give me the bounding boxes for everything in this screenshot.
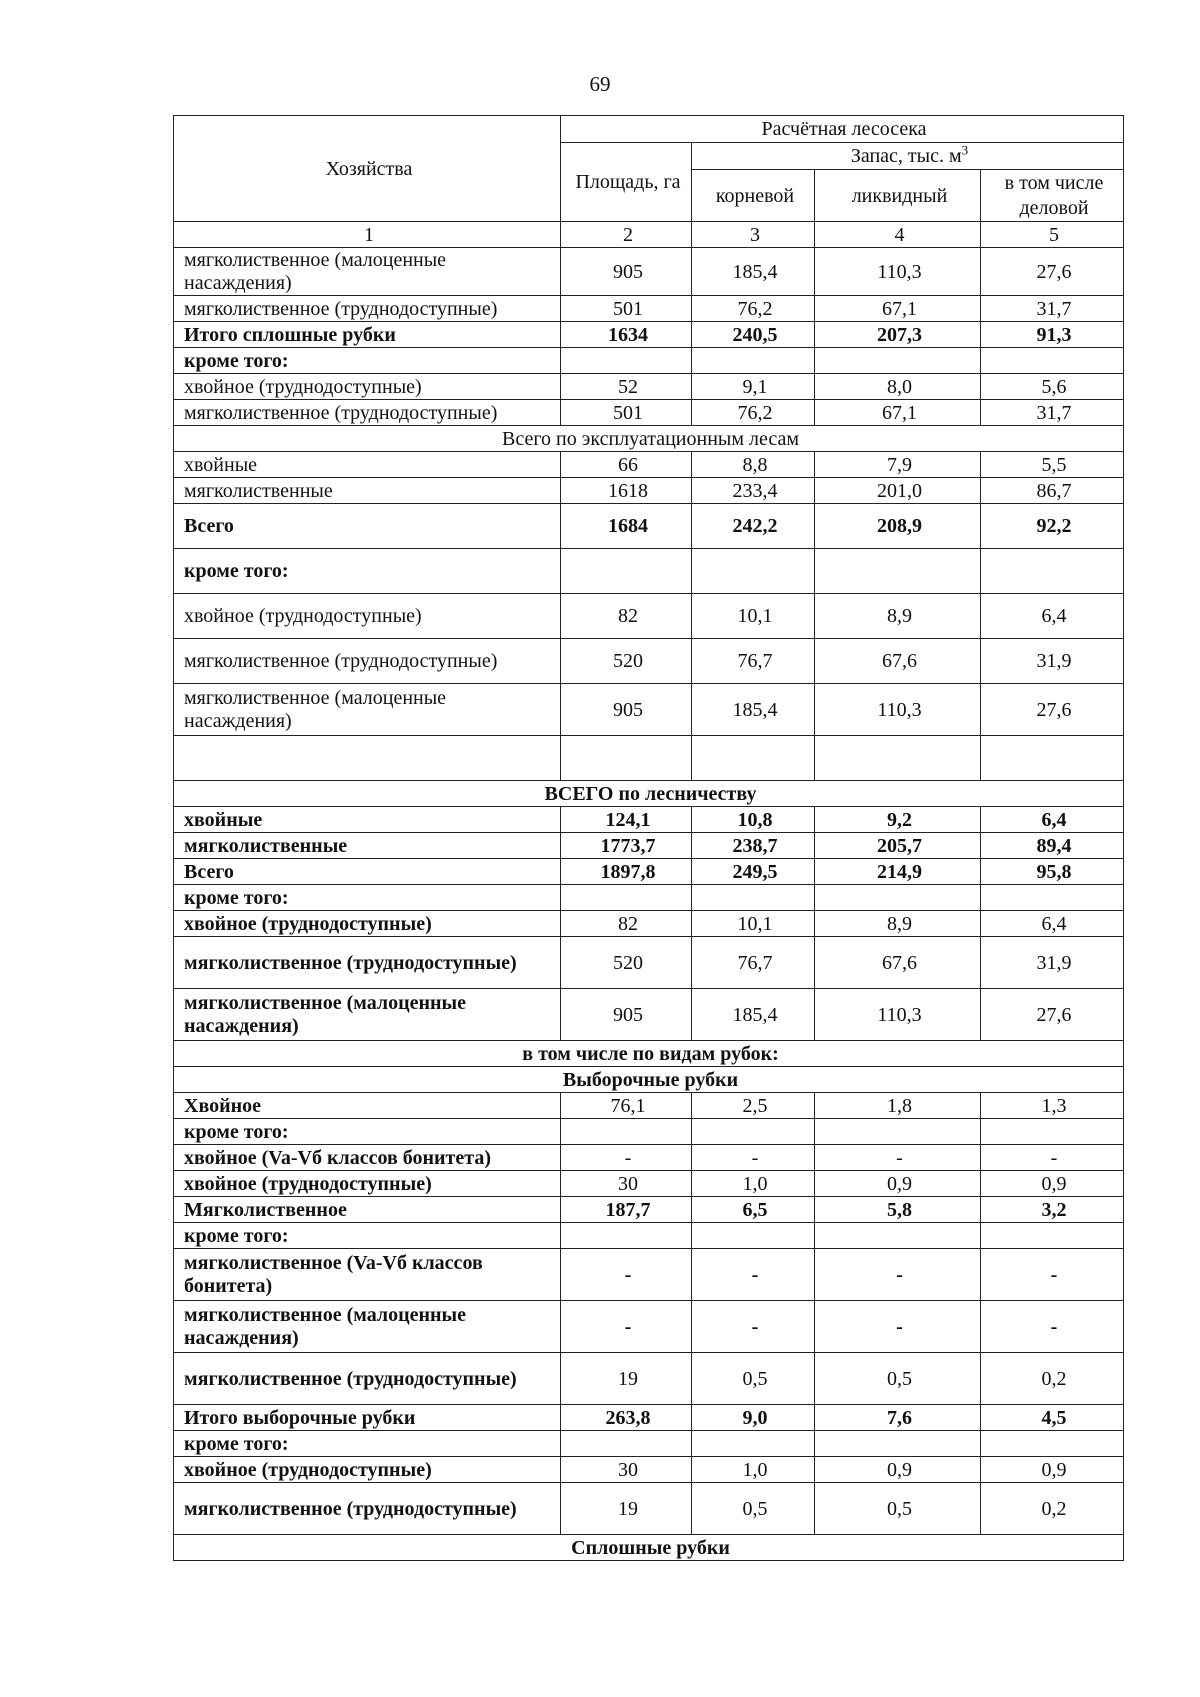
area-cell: 520 <box>561 639 692 684</box>
root-stock-cell: - <box>692 1249 815 1301</box>
area-cell <box>561 1431 692 1457</box>
area-cell: 1773,7 <box>561 833 692 859</box>
liquid-stock-cell: 5,8 <box>815 1197 981 1223</box>
business-stock-cell: 4,5 <box>981 1405 1124 1431</box>
root-stock-cell: 233,4 <box>692 478 815 504</box>
business-stock-cell: 0,9 <box>981 1457 1124 1483</box>
header-row-1 <box>174 116 1124 143</box>
business-stock-cell: 31,7 <box>981 400 1124 426</box>
business-stock-cell: 86,7 <box>981 478 1124 504</box>
root-stock-cell: 9,1 <box>692 374 815 400</box>
row-label: Итого выборочные рубки <box>174 1405 561 1431</box>
business-stock-cell: - <box>981 1249 1124 1301</box>
liquid-stock-cell: 110,3 <box>815 248 981 296</box>
row-label: мягколиственное (малоценные насаждения) <box>174 1301 561 1353</box>
row-label: Хвойное <box>174 1093 561 1119</box>
column-number: 4 <box>815 222 981 248</box>
liquid-stock-cell: 1,8 <box>815 1093 981 1119</box>
area-cell: 30 <box>561 1457 692 1483</box>
section-row <box>174 1535 1124 1561</box>
liquid-stock-cell: 9,2 <box>815 807 981 833</box>
root-stock-cell <box>692 1223 815 1249</box>
table-row <box>174 833 1124 859</box>
business-stock-cell: 31,7 <box>981 296 1124 322</box>
table-row <box>174 1457 1124 1483</box>
business-stock-cell: 27,6 <box>981 989 1124 1041</box>
column-number-row <box>174 222 1124 248</box>
table-row <box>174 248 1124 296</box>
area-cell: 19 <box>561 1353 692 1405</box>
business-stock-cell: 89,4 <box>981 833 1124 859</box>
row-label: мягколиственное (малоценные насаждения) <box>174 248 561 296</box>
liquid-stock-cell: - <box>815 1145 981 1171</box>
liquid-stock-cell: 0,9 <box>815 1171 981 1197</box>
business-stock-cell: 5,6 <box>981 374 1124 400</box>
row-label: мягколиственное (труднодоступные) <box>174 937 561 989</box>
root-stock-cell: 10,8 <box>692 807 815 833</box>
table-row <box>174 452 1124 478</box>
section-row <box>174 1041 1124 1067</box>
root-stock-cell: 1,0 <box>692 1457 815 1483</box>
area-cell <box>561 348 692 374</box>
liquid-stock-cell <box>815 736 981 781</box>
section-row <box>174 781 1124 807</box>
row-label: кроме того: <box>174 1223 561 1249</box>
row-label: мягколиственное (труднодоступные) <box>174 1353 561 1405</box>
liquid-stock-cell: 214,9 <box>815 859 981 885</box>
liquid-stock-cell: 7,9 <box>815 452 981 478</box>
table-row <box>174 859 1124 885</box>
header-stock <box>692 143 1124 170</box>
header-business: в том числе деловой <box>981 170 1124 222</box>
liquid-stock-cell: 201,0 <box>815 478 981 504</box>
liquid-stock-cell: 8,9 <box>815 594 981 639</box>
liquid-stock-cell <box>815 549 981 594</box>
row-label: хвойные <box>174 807 561 833</box>
root-stock-cell: 238,7 <box>692 833 815 859</box>
root-stock-cell: 76,2 <box>692 400 815 426</box>
liquid-stock-cell: - <box>815 1249 981 1301</box>
area-cell <box>561 736 692 781</box>
table-row <box>174 639 1124 684</box>
area-cell: 501 <box>561 400 692 426</box>
business-stock-cell: 31,9 <box>981 639 1124 684</box>
business-stock-cell: 92,2 <box>981 504 1124 549</box>
business-stock-cell: 95,8 <box>981 859 1124 885</box>
row-label: мягколиственное (малоценные насаждения) <box>174 684 561 736</box>
area-cell: 1684 <box>561 504 692 549</box>
area-cell: - <box>561 1301 692 1353</box>
row-label <box>174 736 561 781</box>
area-cell: - <box>561 1145 692 1171</box>
row-label: кроме того: <box>174 348 561 374</box>
area-cell: - <box>561 1249 692 1301</box>
area-cell <box>561 885 692 911</box>
root-stock-cell: - <box>692 1301 815 1353</box>
table-row <box>174 1483 1124 1535</box>
table-row <box>174 937 1124 989</box>
liquid-stock-cell: 67,6 <box>815 639 981 684</box>
table-row <box>174 549 1124 594</box>
root-stock-cell: 1,0 <box>692 1171 815 1197</box>
root-stock-cell: 2,5 <box>692 1093 815 1119</box>
table-row <box>174 1405 1124 1431</box>
liquid-stock-cell: 208,9 <box>815 504 981 549</box>
row-label: Всего <box>174 859 561 885</box>
root-stock-cell: 0,5 <box>692 1353 815 1405</box>
row-label: мягколиственные <box>174 833 561 859</box>
root-stock-cell: 242,2 <box>692 504 815 549</box>
table-row <box>174 504 1124 549</box>
business-stock-cell: - <box>981 1301 1124 1353</box>
table-row <box>174 400 1124 426</box>
table-row <box>174 807 1124 833</box>
area-cell: 905 <box>561 989 692 1041</box>
section-title: Всего по эксплуатационным лесам <box>174 426 1124 452</box>
liquid-stock-cell: 0,9 <box>815 1457 981 1483</box>
table-row <box>174 736 1124 781</box>
root-stock-cell <box>692 348 815 374</box>
section-title: ВСЕГО по лесничеству <box>174 781 1124 807</box>
area-cell: 1634 <box>561 322 692 348</box>
liquid-stock-cell: 207,3 <box>815 322 981 348</box>
root-stock-cell: - <box>692 1145 815 1171</box>
business-stock-cell: 6,4 <box>981 911 1124 937</box>
row-label: Всего <box>174 504 561 549</box>
liquid-stock-cell: - <box>815 1301 981 1353</box>
table-row <box>174 684 1124 736</box>
table-row <box>174 374 1124 400</box>
section-row <box>174 1067 1124 1093</box>
area-cell <box>561 1223 692 1249</box>
root-stock-cell <box>692 1119 815 1145</box>
business-stock-cell <box>981 1119 1124 1145</box>
section-row <box>174 426 1124 452</box>
header-root: корневой <box>692 170 815 222</box>
area-cell <box>561 1119 692 1145</box>
root-stock-cell: 10,1 <box>692 911 815 937</box>
area-cell: 52 <box>561 374 692 400</box>
row-label: мягколиственное (труднодоступные) <box>174 1483 561 1535</box>
business-stock-cell: - <box>981 1145 1124 1171</box>
header-allowable-cut: Расчётная лесосека <box>561 116 1124 143</box>
liquid-stock-cell <box>815 1119 981 1145</box>
business-stock-cell <box>981 885 1124 911</box>
table-body <box>174 116 1124 1561</box>
row-label: кроме того: <box>174 1119 561 1145</box>
liquid-stock-cell: 110,3 <box>815 684 981 736</box>
liquid-stock-cell <box>815 1431 981 1457</box>
business-stock-cell: 5,5 <box>981 452 1124 478</box>
business-stock-cell: 1,3 <box>981 1093 1124 1119</box>
business-stock-cell: 0,9 <box>981 1171 1124 1197</box>
table-row <box>174 885 1124 911</box>
row-label: кроме того: <box>174 885 561 911</box>
business-stock-cell <box>981 1223 1124 1249</box>
table-row <box>174 1145 1124 1171</box>
business-stock-cell <box>981 1431 1124 1457</box>
liquid-stock-cell: 67,1 <box>815 296 981 322</box>
business-stock-cell: 27,6 <box>981 684 1124 736</box>
root-stock-cell: 240,5 <box>692 322 815 348</box>
business-stock-cell <box>981 549 1124 594</box>
area-cell: 82 <box>561 594 692 639</box>
section-title: Выборочные рубки <box>174 1067 1124 1093</box>
liquid-stock-cell: 7,6 <box>815 1405 981 1431</box>
row-label: Мягколиственное <box>174 1197 561 1223</box>
liquid-stock-cell: 0,5 <box>815 1353 981 1405</box>
header-liquid: ликвидный <box>815 170 981 222</box>
area-cell: 30 <box>561 1171 692 1197</box>
row-label: мягколиственное (труднодоступные) <box>174 400 561 426</box>
row-label: Итого сплошные рубки <box>174 322 561 348</box>
table-row <box>174 594 1124 639</box>
allowable-cut-table <box>173 115 1124 1561</box>
area-cell: 76,1 <box>561 1093 692 1119</box>
root-stock-cell: 6,5 <box>692 1197 815 1223</box>
table-row <box>174 322 1124 348</box>
row-label: мягколиственное (малоценные насаждения) <box>174 989 561 1041</box>
root-stock-cell: 249,5 <box>692 859 815 885</box>
root-stock-cell: 185,4 <box>692 989 815 1041</box>
row-label: хвойное (Va-Vб классов бонитета) <box>174 1145 561 1171</box>
area-cell: 1897,8 <box>561 859 692 885</box>
business-stock-cell: 6,4 <box>981 807 1124 833</box>
row-label: мягколиственное (труднодоступные) <box>174 296 561 322</box>
business-stock-cell: 6,4 <box>981 594 1124 639</box>
row-label: хвойное (труднодоступные) <box>174 1457 561 1483</box>
table-row <box>174 478 1124 504</box>
area-cell <box>561 549 692 594</box>
liquid-stock-cell <box>815 1223 981 1249</box>
column-number: 1 <box>174 222 561 248</box>
column-number: 2 <box>561 222 692 248</box>
table-row <box>174 1249 1124 1301</box>
root-stock-cell: 9,0 <box>692 1405 815 1431</box>
table-row <box>174 348 1124 374</box>
table-row <box>174 1301 1124 1353</box>
liquid-stock-cell: 0,5 <box>815 1483 981 1535</box>
business-stock-cell: 0,2 <box>981 1483 1124 1535</box>
liquid-stock-cell: 67,6 <box>815 937 981 989</box>
business-stock-cell: 31,9 <box>981 937 1124 989</box>
table-row <box>174 1223 1124 1249</box>
column-number: 5 <box>981 222 1124 248</box>
area-cell: 124,1 <box>561 807 692 833</box>
business-stock-cell: 27,6 <box>981 248 1124 296</box>
table-row <box>174 911 1124 937</box>
row-label: мягколиственные <box>174 478 561 504</box>
section-title: в том числе по видам рубок: <box>174 1041 1124 1067</box>
liquid-stock-cell <box>815 348 981 374</box>
row-label: мягколиственное (труднодоступные) <box>174 639 561 684</box>
root-stock-cell: 185,4 <box>692 684 815 736</box>
business-stock-cell <box>981 736 1124 781</box>
business-stock-cell <box>981 348 1124 374</box>
table-row <box>174 989 1124 1041</box>
root-stock-cell <box>692 549 815 594</box>
root-stock-cell: 76,2 <box>692 296 815 322</box>
table-row <box>174 1171 1124 1197</box>
area-cell: 263,8 <box>561 1405 692 1431</box>
row-label: кроме того: <box>174 1431 561 1457</box>
table-row <box>174 1119 1124 1145</box>
table-row <box>174 296 1124 322</box>
root-stock-cell: 10,1 <box>692 594 815 639</box>
area-cell: 520 <box>561 937 692 989</box>
liquid-stock-cell <box>815 885 981 911</box>
root-stock-cell: 0,5 <box>692 1483 815 1535</box>
header-stock-text: Запас, тыс. м <box>850 145 962 167</box>
header-area: Площадь, га <box>561 143 692 222</box>
business-stock-cell: 91,3 <box>981 322 1124 348</box>
area-cell: 187,7 <box>561 1197 692 1223</box>
row-label: хвойное (труднодоступные) <box>174 594 561 639</box>
table-row <box>174 1353 1124 1405</box>
root-stock-cell: 76,7 <box>692 937 815 989</box>
root-stock-cell <box>692 736 815 781</box>
root-stock-cell: 76,7 <box>692 639 815 684</box>
root-stock-cell <box>692 1431 815 1457</box>
root-stock-cell: 185,4 <box>692 248 815 296</box>
liquid-stock-cell: 110,3 <box>815 989 981 1041</box>
liquid-stock-cell: 205,7 <box>815 833 981 859</box>
table-row <box>174 1197 1124 1223</box>
row-label: хвойное (труднодоступные) <box>174 1171 561 1197</box>
row-label: хвойное (труднодоступные) <box>174 374 561 400</box>
area-cell: 905 <box>561 248 692 296</box>
table-row <box>174 1093 1124 1119</box>
area-cell: 19 <box>561 1483 692 1535</box>
business-stock-cell: 3,2 <box>981 1197 1124 1223</box>
area-cell: 905 <box>561 684 692 736</box>
row-label: хвойные <box>174 452 561 478</box>
area-cell: 1618 <box>561 478 692 504</box>
row-label: кроме того: <box>174 549 561 594</box>
header-farm: Хозяйства <box>174 116 561 222</box>
table-row <box>174 1431 1124 1457</box>
business-stock-cell: 0,2 <box>981 1353 1124 1405</box>
page-number: 69 <box>589 72 611 96</box>
area-cell: 82 <box>561 911 692 937</box>
area-cell: 66 <box>561 452 692 478</box>
area-cell: 501 <box>561 296 692 322</box>
liquid-stock-cell: 8,9 <box>815 911 981 937</box>
liquid-stock-cell: 67,1 <box>815 400 981 426</box>
column-number: 3 <box>692 222 815 248</box>
root-stock-cell: 8,8 <box>692 452 815 478</box>
row-label: мягколиственное (Va-Vб классов бонитета) <box>174 1249 561 1301</box>
header-stock-sup: 3 <box>961 142 969 158</box>
liquid-stock-cell: 8,0 <box>815 374 981 400</box>
section-title: Сплошные рубки <box>174 1535 1124 1561</box>
row-label: хвойное (труднодоступные) <box>174 911 561 937</box>
root-stock-cell <box>692 885 815 911</box>
